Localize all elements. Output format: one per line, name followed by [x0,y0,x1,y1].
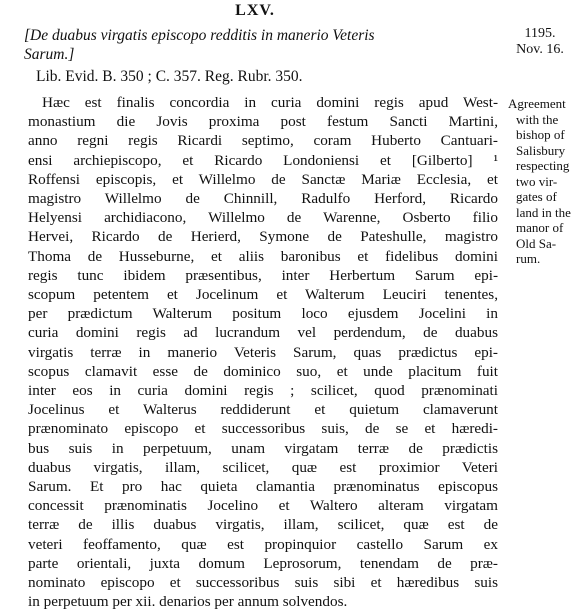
body-line: curia domini regis ad lucrandum vel perdendum, de duabus [28,324,498,342]
body-line: Helyensi archidiacono, Willelmo de Warenne, Osberto filio [28,209,498,227]
body-line: scopum petentem et Jocelinum et Walterum Leuciri tenentes, [28,286,498,304]
body-line: terræ de illis duabus virgatis, illam, scilicet, quæ est de [28,516,498,534]
margin-note-line: rum. [516,251,541,266]
margin-note-line: two vir- [516,173,558,189]
body-line: Roffensi episcopis, et Willelmo de Sanctæ Mariæ Ecclesia, et [28,170,498,188]
title-line-2: Sarum.] [24,46,75,63]
body-line: Jocelinus et Walterus reddiderunt et quietum clamaverunt [28,401,498,419]
body-line: inter eos in curia domini regis ; scilicet, quod prænominati [28,382,498,400]
title-line-1: [De duabus virgatis episcopo redditis in manerio Veteris [24,27,375,44]
body-line: per prædictum Walterum positum loco ejusdem Jocelini in [28,305,498,323]
body-line: scopus clamavit esse de dominico suo, et unde placitum fuit [28,362,498,380]
body-line: duabus virgatis, illam, scilicet, quæ est proximior Veteri [28,458,498,476]
margin-note-line: gates of [516,189,557,204]
body-line: prænominato episcopo et successoribus suis, de se et hæredi- [28,420,498,438]
body-line: anno regni regis Ricardi septimo, coram Huberto Cantuari- [28,132,498,150]
marginal-summary-note [508,96,574,267]
margin-note-line: Agreement [508,96,566,111]
margin-note-line: respecting [516,158,570,173]
charter-number-heading: LXV. [235,2,275,19]
source-references: Lib. Evid. B. 350 ; C. 357. Reg. Rubr. 350. [36,68,303,85]
body-line: veteri feoffamento, quæ est propinquior castello Sarum ex [28,535,498,553]
body-line: parte orientali, juxta domum Leprosorum, tenendam de præ- [28,554,498,572]
body-line: ensi archiepiscopo, et Ricardo Londoniensi et [Gilberto] ¹ [28,151,498,169]
body-line: Hervei, Ricardo de Herierd, Symone de Pateshulle, magistro [28,228,498,246]
margin-note-line: with the [516,111,559,127]
margin-note-line: Salisbury [516,142,566,158]
body-line: in perpetuum per xii. denarios per annum solvendos. [28,593,348,611]
body-line: Sarum. Et pro hac quieta clamantia prænominatus episcopus [28,478,498,496]
date-day: Nov. 16. [516,42,564,57]
margin-note-line: Old Sa- [516,235,557,251]
marginal-date [508,26,572,58]
body-line: bus suis in perpetuum, unam virgatam terræ de prædictis [28,439,498,457]
charter-title [24,26,504,64]
body-line: concessit prænominatis Jocelino et Waltero alteram virgatam [28,497,498,515]
body-line: regis tunc ibidem præsentibus, inter Herbertum Sarum epi- [28,266,498,284]
charter-body-text [28,93,498,611]
body-line: virgatis terræ in manerio Veteris Sarum, quas prædictus epi- [28,343,498,361]
body-line: Thoma de Husseburne, et aliis baronibus et fidelibus domini [28,247,498,265]
margin-note-line: bishop of [516,127,565,142]
body-line: nominato episcopo et successoribus suis sibi et hæredibus suis [28,574,498,592]
body-line: monastium die Jovis proxima post festum Sancti Martini, [28,113,498,131]
body-line: Hæc est finalis concordia in curia domini regis apud West- [42,94,498,111]
margin-note-line: manor of [516,220,564,235]
margin-note-line: land in the [516,204,571,220]
date-year: 1195. [524,26,556,41]
body-line: magistro Willelmo de Chinnill, Radulfo Herford, Ricardo [28,190,498,208]
